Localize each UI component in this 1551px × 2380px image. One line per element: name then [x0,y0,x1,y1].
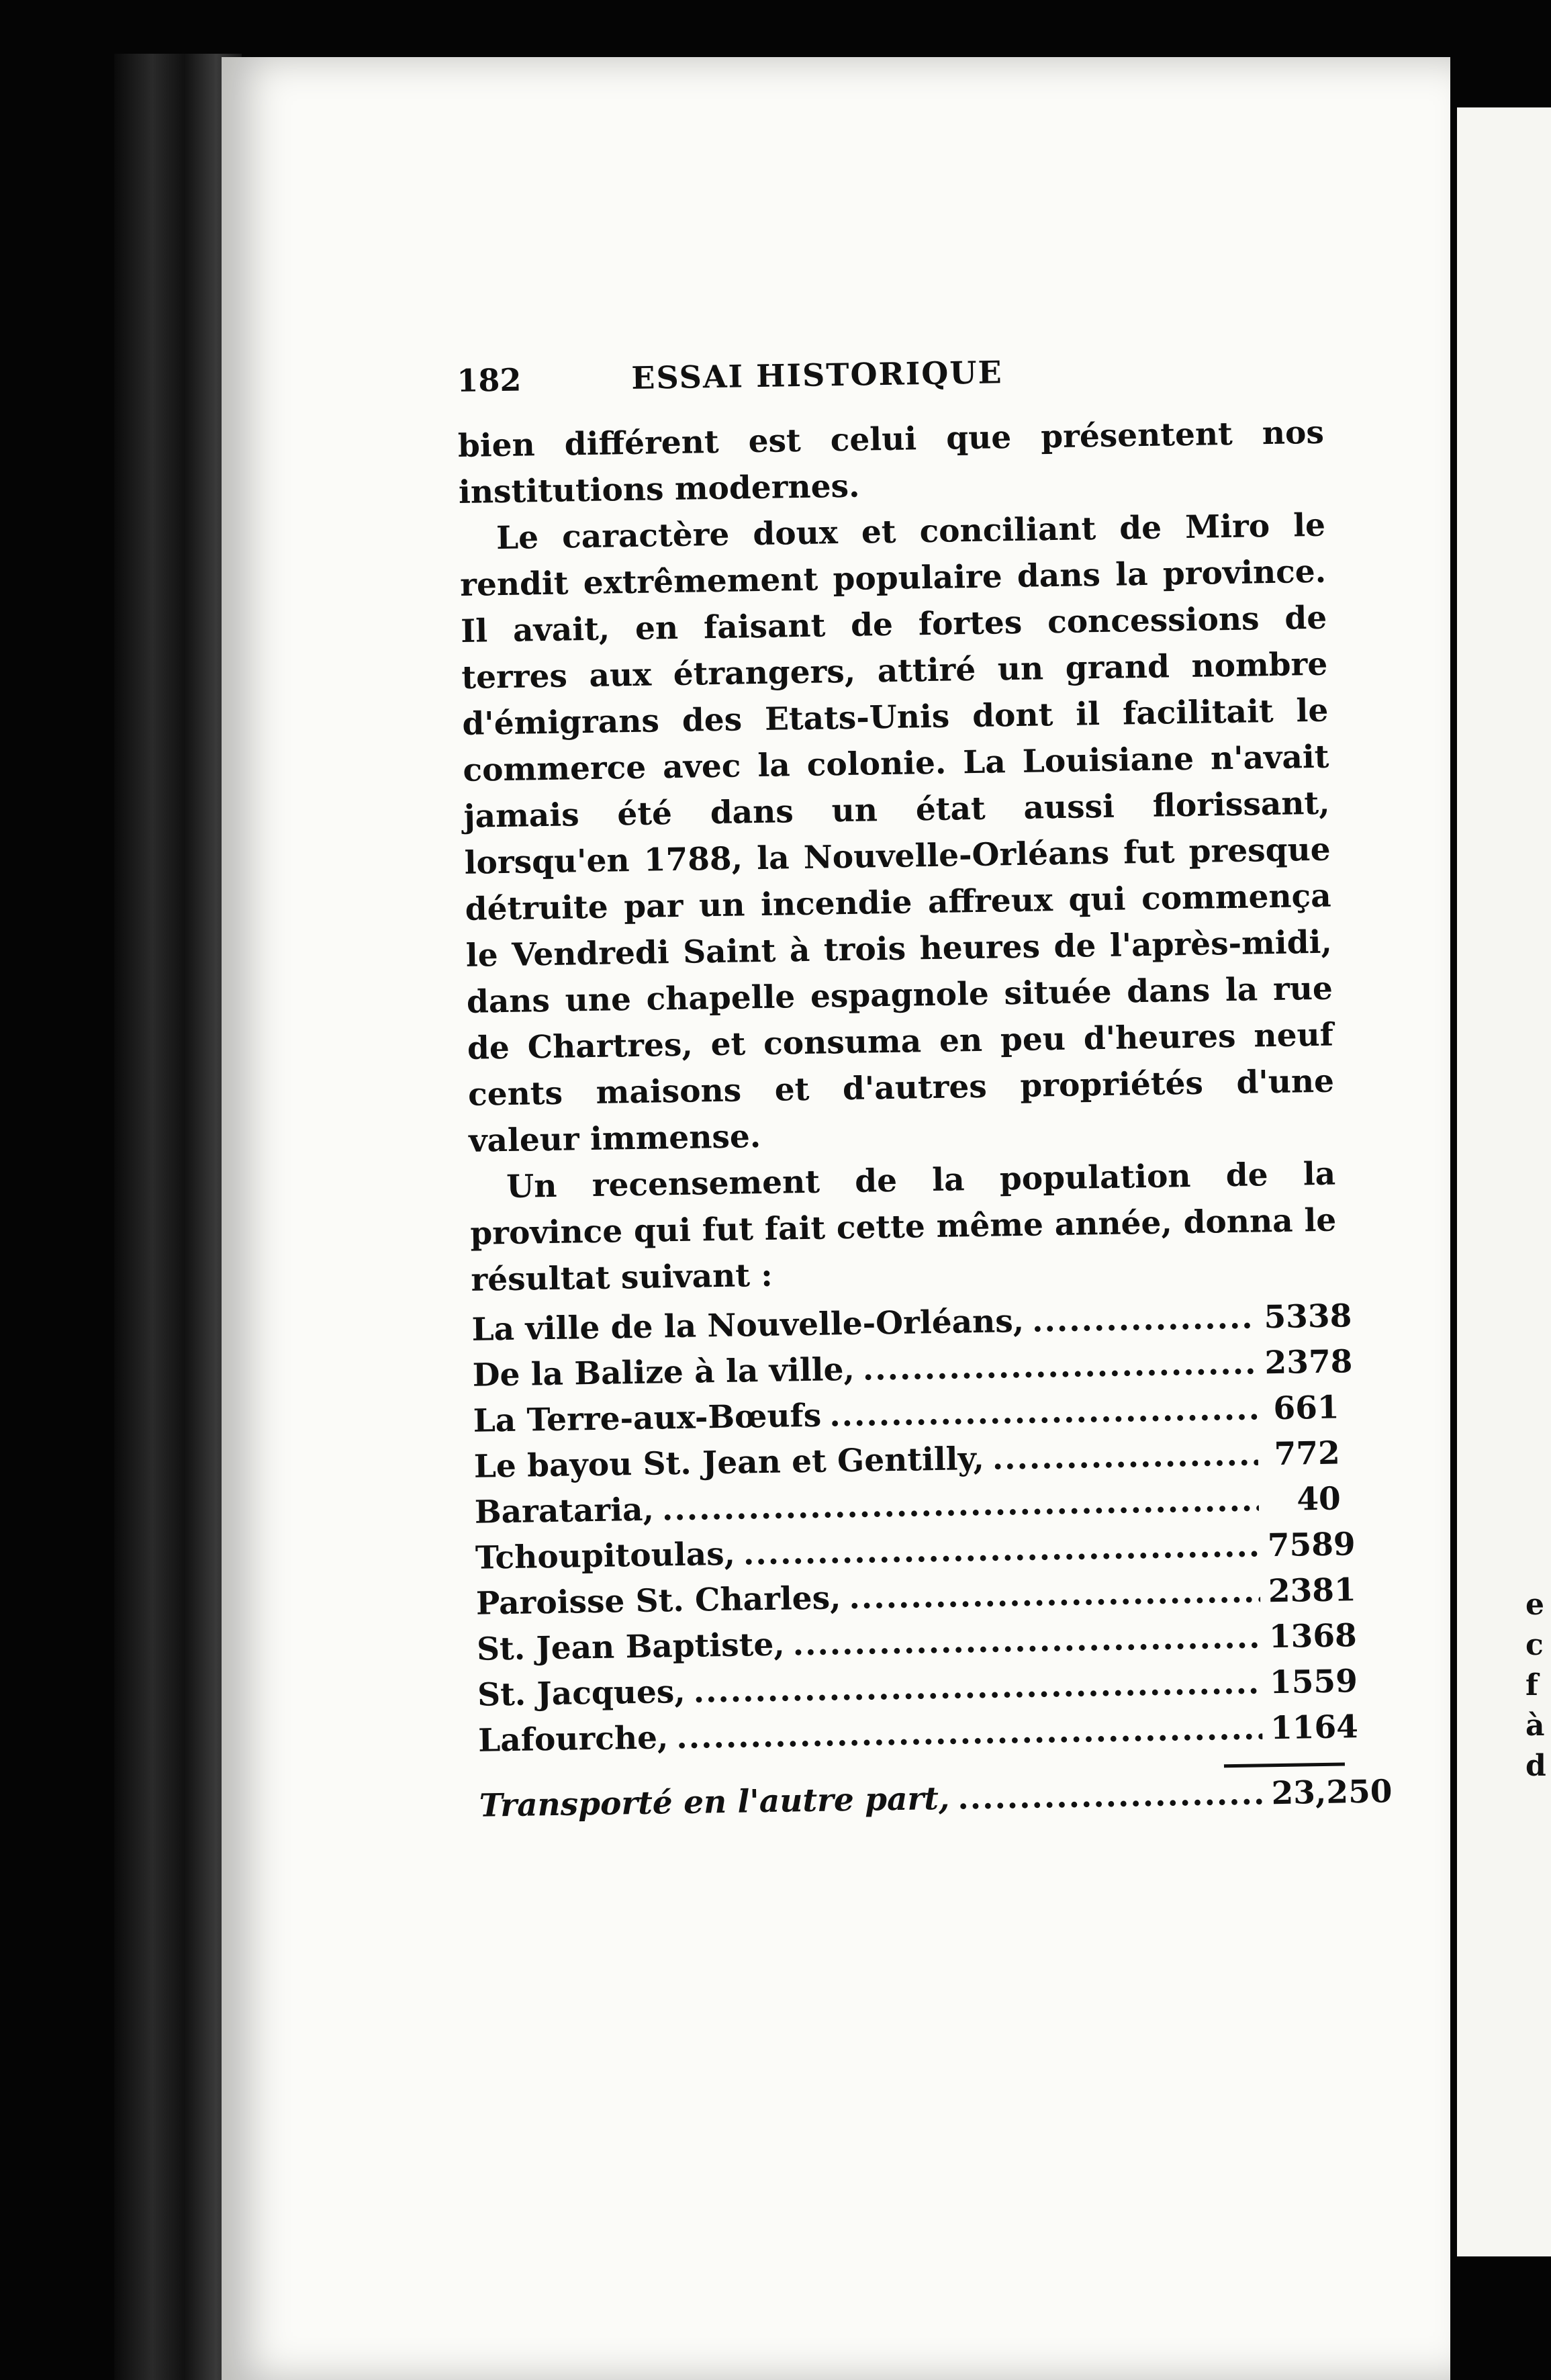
paragraph-census-intro: Un recensement de la population de la province qui fut fait cette même année, donna le résultat suivant : [469,1155,1337,1299]
census-place: La ville de la Nouvelle-Orléans, [471,1302,1025,1348]
census-value: 7589 [1267,1526,1356,1565]
dot-leader [829,1386,1258,1438]
census-place: La Terre-aux-Bœufs [473,1397,822,1440]
census-place: Lafourche, [477,1719,669,1759]
census-value: 2378 [1264,1343,1353,1382]
page-content [457,349,1393,1829]
census-value: 661 [1273,1389,1340,1428]
census-total-label: Transporté en l'autre part, [479,1780,950,1825]
census-place: De la Balize à la ville, [472,1351,855,1394]
dot-leader [743,1523,1260,1577]
dot-leader [849,1569,1261,1621]
facing-letter: e [1525,1588,1544,1622]
census-place: Tchoupitoulas, [475,1535,736,1577]
page-number: 182 [457,361,522,399]
census-value: 5338 [1264,1297,1352,1336]
dot-leader [792,1614,1261,1667]
facing-page-letters [1525,1585,1551,1786]
paragraph-continuation: bien différent est celui que présentent nos institutions modernes. [457,414,1325,511]
census-place: Paroisse St. Charles, [475,1580,841,1622]
census-value: 1164 [1270,1708,1359,1747]
census-table [471,1294,1393,1829]
paragraph-miro: Le caractère doux et conciliant de Miro le rendit extrêmement populaire dans la province. Il avait, en faisant de fortes concessions de terres aux étrangers, attiré un grand nombre d'émigrans des Etats-Unis dont il facilitait le commerce avec la colonie. La Louisiane n'avait jamais été dans un état aussi florissant, lorsqu'en 1788, la Nouvelle-Orléans fut presque détruite par un incendie affreux qui commença le Vendredi Saint à trois heures de l'après-midi, dans une chapelle espagnole située dans la rue de Chartres, et consuma en peu d'heures neuf cents maisons et d'autres propriétés d'une valeur immense. [459,506,1335,1160]
facing-letter: d [1525,1749,1546,1783]
sum-rule [1224,1762,1345,1768]
facing-page-edge [1457,107,1551,2256]
dot-leader [1032,1295,1256,1344]
census-place: Le bayou St. Jean et Gentilly, [473,1440,985,1485]
census-value: 40 [1296,1480,1342,1518]
census-place: St. Jacques, [477,1673,686,1714]
census-value: 1368 [1268,1617,1358,1656]
dot-leader [676,1706,1263,1761]
census-value: 2381 [1268,1571,1357,1610]
running-head-title: ESSAI HISTORIQUE [630,354,1003,396]
facing-letter: à [1525,1708,1545,1743]
facing-letter: c [1525,1628,1544,1662]
census-value: 1559 [1269,1663,1358,1702]
census-place: Barataria, [474,1491,655,1531]
census-total-value: 23,250 [1271,1773,1393,1813]
census-value: 772 [1274,1434,1341,1473]
dot-leader [992,1432,1258,1481]
dot-leader [957,1771,1264,1821]
facing-letter: f [1525,1668,1538,1702]
dot-leader [862,1340,1257,1392]
census-place: St. Jean Baptiste, [476,1626,786,1668]
